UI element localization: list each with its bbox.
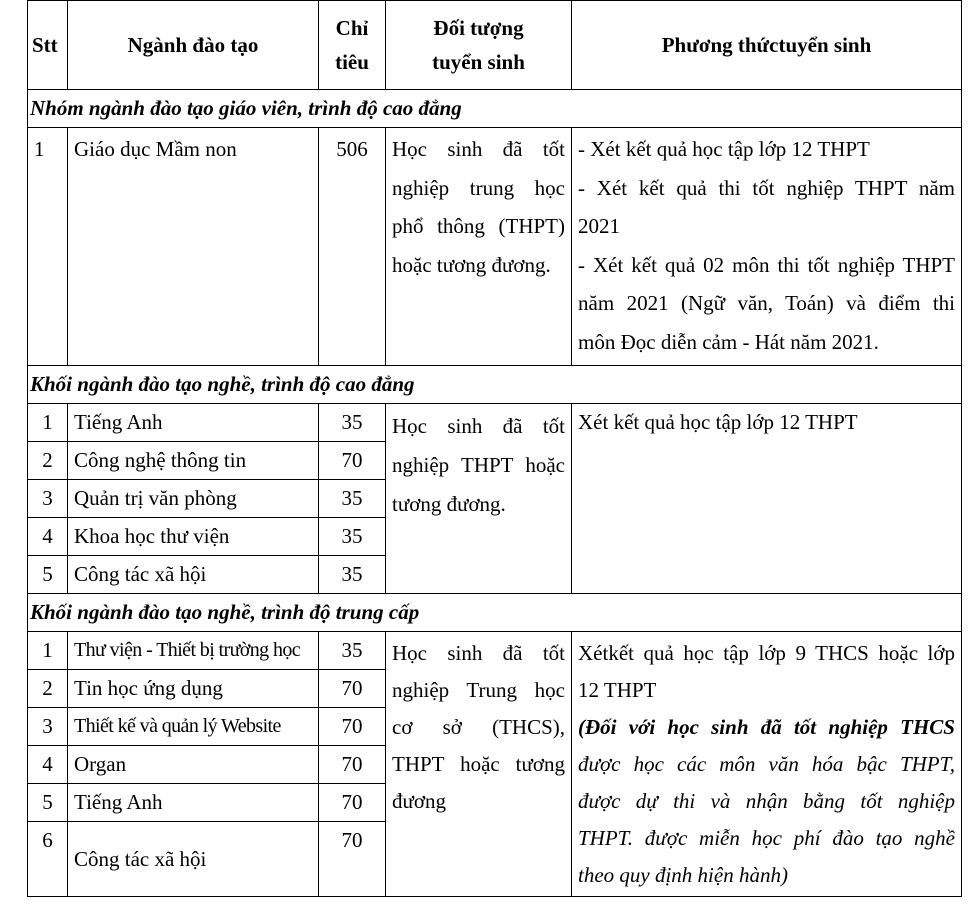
row-major: Organ [68, 746, 319, 784]
row-stt: 3 [28, 480, 68, 518]
target-line: phổ thông (THPT) [392, 214, 565, 238]
row-quota: 35 [319, 556, 386, 594]
table-row [28, 632, 962, 670]
method-line: - Xét kết quả học tập lớp 12 THPT [578, 137, 870, 161]
header-major: Ngành đào tạo [68, 1, 319, 90]
group1-title: Nhóm ngành đào tạo giáo viên, trình độ cao đẳng [28, 90, 962, 128]
header-method: Phương thứctuyển sinh [572, 1, 962, 90]
row-major: Giáo dục Mầm non [68, 128, 319, 366]
group-title-row [28, 594, 962, 632]
row-stt: 3 [28, 708, 68, 746]
row-target [386, 128, 572, 366]
admission-table [27, 0, 962, 897]
row-method [572, 128, 962, 366]
header-target-line1: Đối tượng [433, 16, 524, 40]
method-line: 2021 [578, 214, 620, 238]
note-line: THPT. được miễn học phí đào tạo nghề [578, 826, 955, 850]
method-line: Xétkết quả học tập lớp 9 THCS hoặc lớp [578, 641, 955, 665]
group3-title: Khối ngành đào tạo nghề, trình độ trung cấp [28, 594, 962, 632]
row-quota: 70 [319, 670, 386, 708]
row-major: Thiết kế và quản lý Website [68, 708, 319, 746]
row-quota: 70 [319, 746, 386, 784]
note-line: theo quy định hiện hành) [578, 863, 788, 887]
row-stt: 6 [28, 822, 68, 897]
row-quota: 35 [319, 404, 386, 442]
method-line: - Xét kết quả 02 môn thi tốt nghiệp THPT [578, 252, 955, 277]
row-quota: 70 [319, 442, 386, 480]
row-major: Quản trị văn phòng [68, 480, 319, 518]
row-stt: 4 [28, 746, 68, 784]
group2-method: Xét kết quả học tập lớp 12 THPT [572, 404, 962, 594]
group-title-row [28, 366, 962, 404]
row-stt: 2 [28, 442, 68, 480]
group-title-row [28, 90, 962, 128]
group2-target [386, 404, 572, 594]
header-row [28, 1, 962, 90]
table-row [28, 404, 962, 442]
row-major: Thư viện - Thiết bị trường học [68, 632, 319, 670]
method-line: môn Đọc diễn cảm - Hát năm 2021. [578, 329, 879, 354]
row-major: Tin học ứng dụng [68, 670, 319, 708]
row-quota: 70 [319, 784, 386, 822]
row-quota: 70 [319, 822, 386, 897]
target-line: Học sinh đã tốt [392, 137, 565, 161]
method-line: - Xét kết quả thi tốt nghiệp THPT năm [578, 175, 955, 200]
header-target-line2: tuyển sinh [432, 50, 525, 74]
target-line: THPT hoặc tương [392, 752, 565, 776]
row-major: Công tác xã hội [68, 556, 319, 594]
row-quota: 35 [319, 518, 386, 556]
table-row [28, 128, 962, 366]
note-line: được học các môn văn hóa bậc THPT, [578, 752, 955, 776]
target-line: hoặc tương đương. [392, 252, 551, 277]
row-major: Tiếng Anh [68, 784, 319, 822]
row-major: Khoa học thư viện [68, 518, 319, 556]
target-line: tương đương. [392, 492, 506, 516]
header-quota [319, 1, 386, 90]
row-stt: 5 [28, 784, 68, 822]
group3-target [386, 632, 572, 897]
row-major: Công tác xã hội [68, 822, 319, 897]
header-target [386, 1, 572, 90]
row-stt: 1 [28, 404, 68, 442]
row-stt: 5 [28, 556, 68, 594]
group3-method [572, 632, 962, 897]
group2-title: Khối ngành đào tạo nghề, trình độ cao đẳng [28, 366, 962, 404]
target-line: nghiệp Trung học [392, 678, 565, 702]
row-quota: 35 [319, 480, 386, 518]
target-line: nghiệp trung học [392, 175, 565, 200]
note-line: được dự thi và nhận bằng tốt nghiệp [578, 789, 955, 813]
row-stt: 1 [28, 128, 68, 366]
row-major: Tiếng Anh [68, 404, 319, 442]
header-stt: Stt [28, 1, 68, 90]
row-major: Công nghệ thông tin [68, 442, 319, 480]
row-stt: 2 [28, 670, 68, 708]
header-quota-line2: tiêu [335, 50, 369, 74]
method-line: năm 2021 (Ngữ văn, Toán) và điểm thi [578, 291, 955, 315]
target-line: nghiệp THPT hoặc [392, 453, 565, 477]
row-stt: 1 [28, 632, 68, 670]
row-quota: 35 [319, 632, 386, 670]
target-line: đương [392, 789, 446, 813]
target-line: Học sinh đã tốt [392, 641, 565, 665]
target-line: Học sinh đã tốt [392, 414, 565, 438]
note-line: (Đối với học sinh đã tốt nghiệp THCS [578, 715, 955, 739]
row-stt: 4 [28, 518, 68, 556]
row-quota: 506 [319, 128, 386, 366]
header-quota-line1: Chỉ [335, 16, 369, 40]
target-line: cơ sở (THCS), [392, 715, 565, 739]
method-line: 12 THPT [578, 678, 657, 702]
row-quota: 70 [319, 708, 386, 746]
